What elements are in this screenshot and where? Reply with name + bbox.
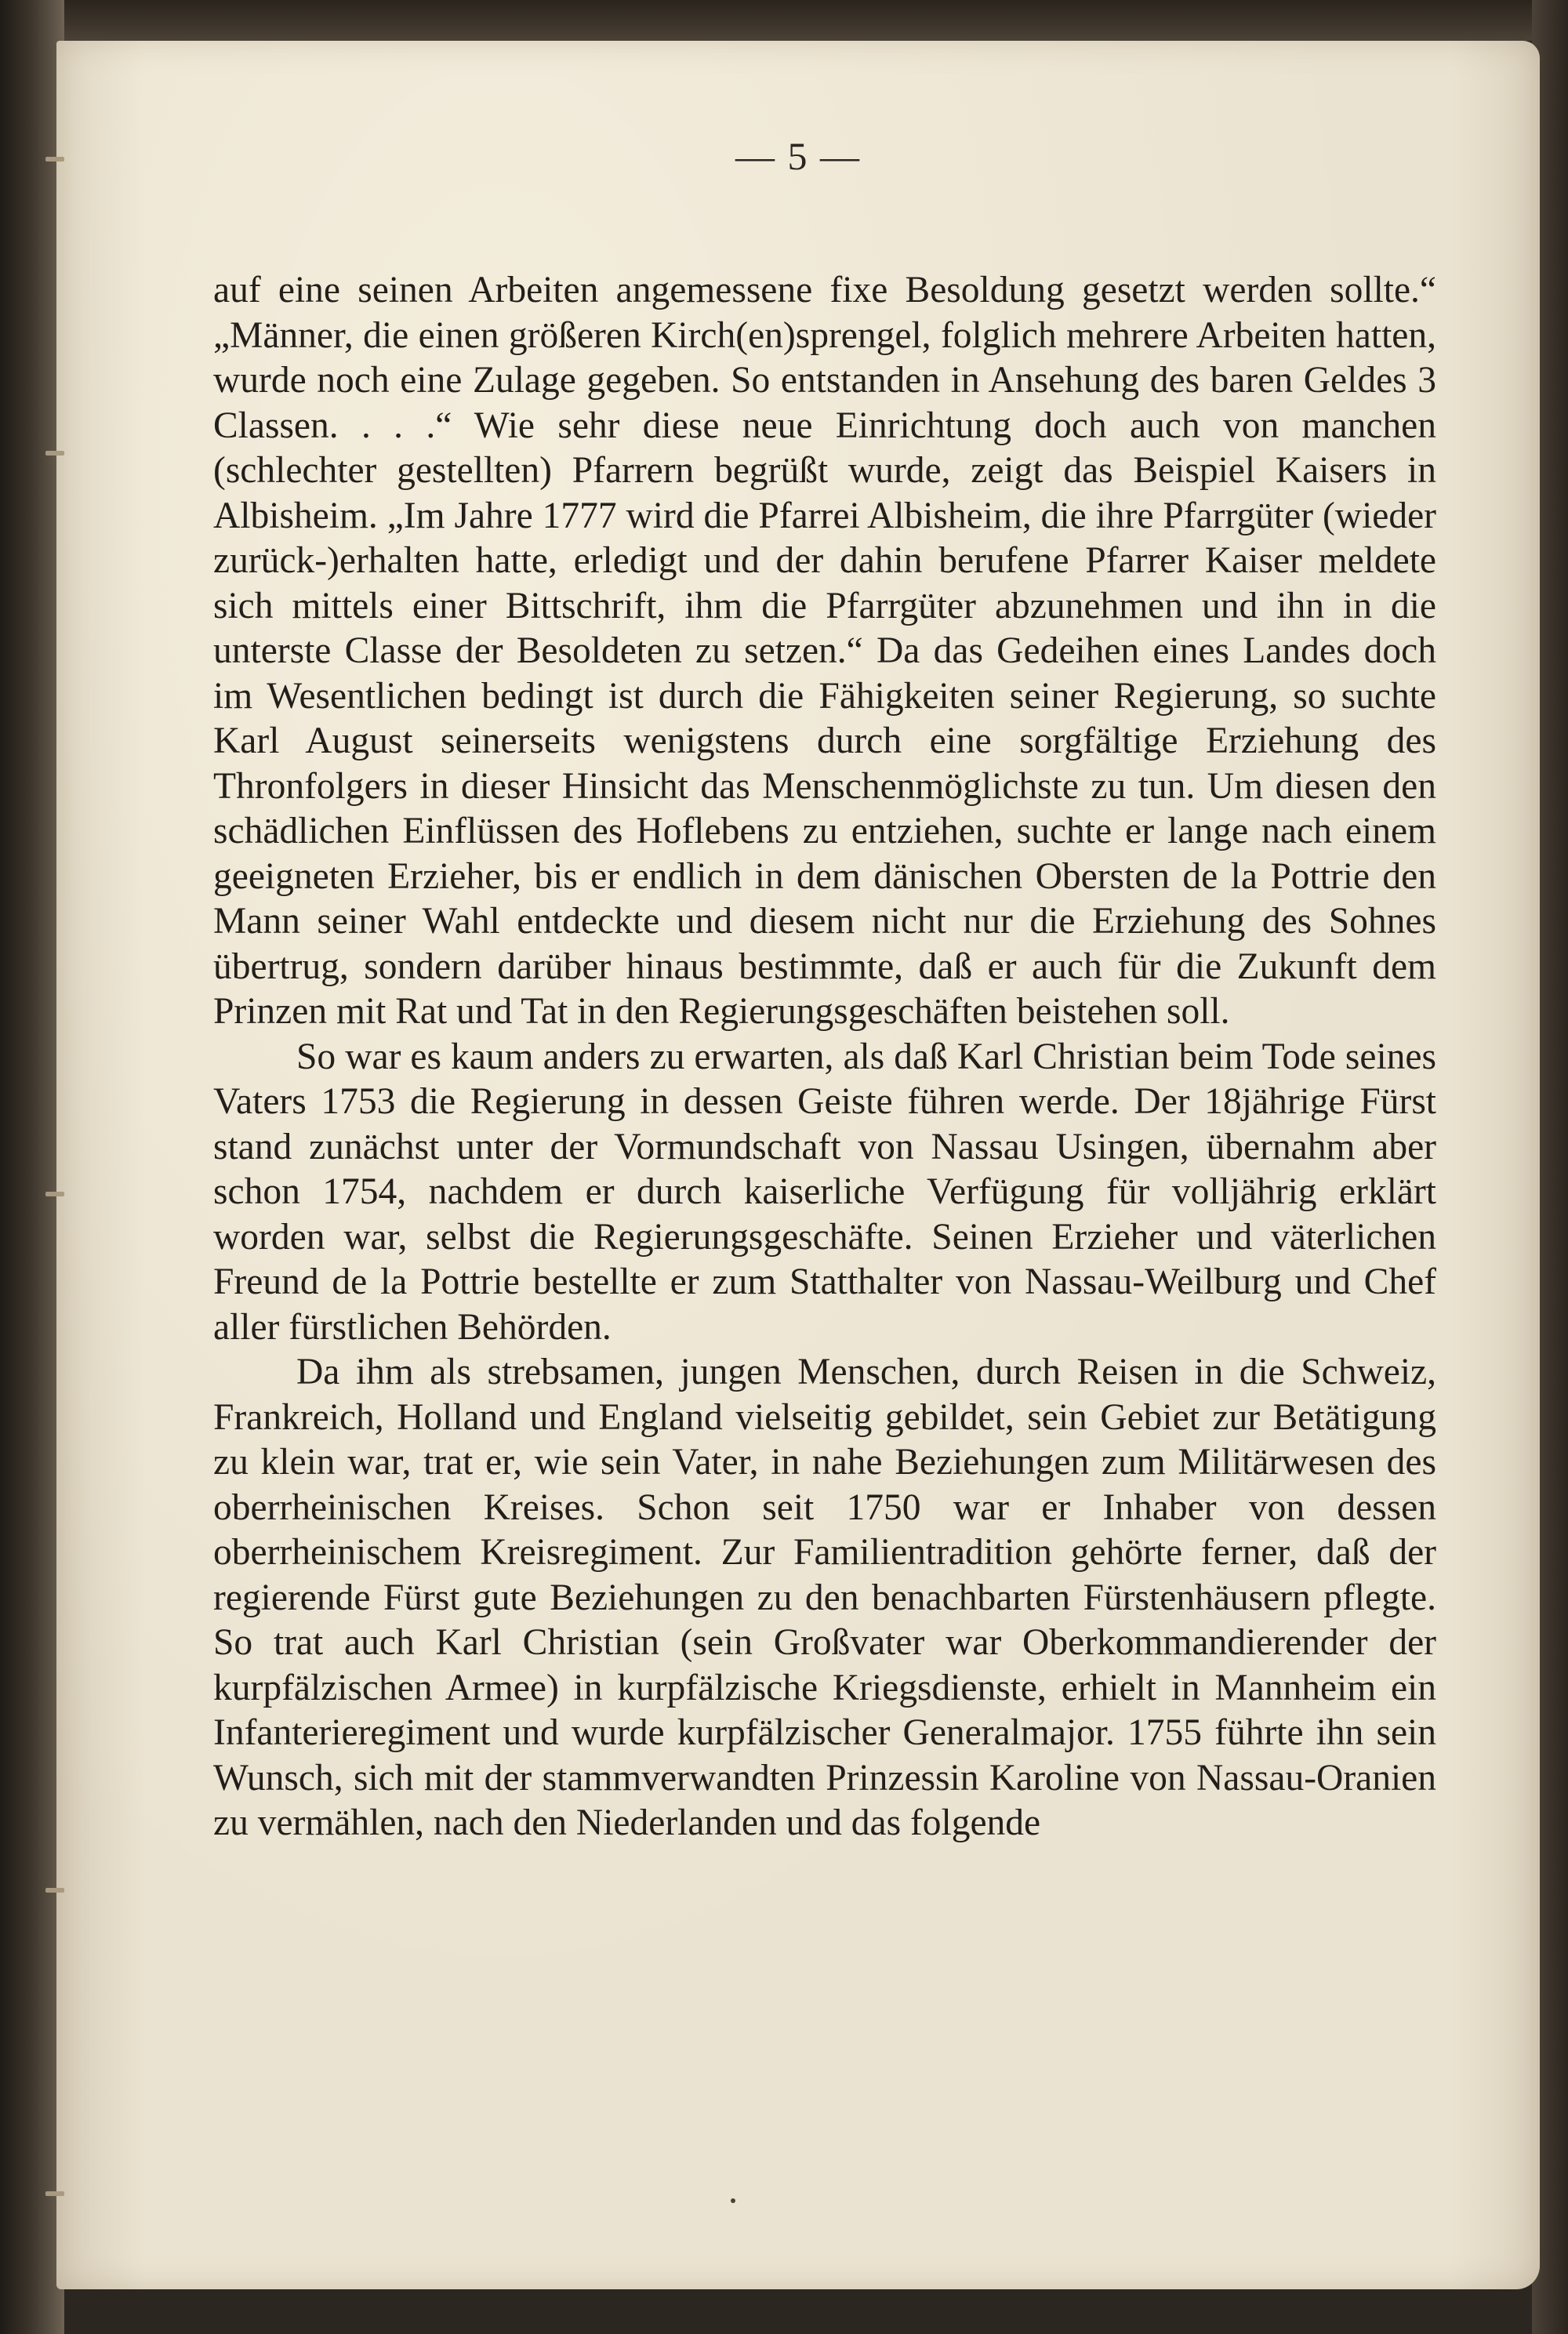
book-top-edge	[0, 0, 1568, 41]
body-text	[213, 268, 1436, 1846]
binding-stitch	[45, 2191, 64, 2196]
binding-stitch	[45, 451, 64, 456]
paragraph-1: auf eine seinen Arbeiten angemessene fixe Besoldung gesetzt werden sollte.“ „Männer, die einen größeren Kirch(en)sprengel, folglich mehrere Arbeiten hatten, wurde noch eine Zulage gegeben. So entstanden in Ansehung des baren Geldes 3 Classen. . . .“ Wie sehr diese neue Einrichtung doch auch von manchen (schlechter gestellten) Pfarrern begrüßt wurde, zeigt das Beispiel Kaisers in Albisheim. „Im Jahre 1777 wird die Pfarrei Albisheim, die ihre Pfarrgüter (wieder zurück-)erhalten hatte, erledigt und der dahin berufene Pfarrer Kaiser meldete sich mittels einer Bittschrift, ihm die Pfarrgüter abzunehmen und ihn in die unterste Classe der Besoldeten zu setzen.“ Da das Gedeihen eines Landes doch im Wesentlichen bedingt ist durch die Fähigkeiten seiner Regierung, so suchte Karl August seinerseits wenigstens durch eine sorgfältige Erziehung des Thronfolgers in dieser Hinsicht das Menschenmöglichste zu tun. Um diesen den schädlichen Einflüssen des Hoflebens zu entziehen, suchte er lange nach einem geeigneten Erzieher, bis er endlich in dem dänischen Obersten de la Pottrie den Mann seiner Wahl entdeckte und diesem nicht nur die Erziehung des Sohnes übertrug, sondern darüber hinaus bestimmte, daß er auch für die Zukunft dem Prinzen mit Rat und Tat in den Regierungsgeschäften beistehen soll.	[213, 270, 1436, 1032]
page-number: — 5 —	[735, 134, 861, 178]
binding-stitch	[45, 1192, 64, 1196]
paragraph-2: So war es kaum anders zu erwarten, als daß Karl Christian beim Tode seines Vaters 1753 die Regierung in dessen Geiste führen werde. Der 18jährige Fürst stand zunächst unter der Vormundschaft von Nassau Usingen, übernahm aber schon 1754, nachdem er durch kaiserliche Verfügung für volljährig erklärt worden war, selbst die Regierungsgeschäfte. Seinen Erzieher und väterlichen Freund de la Pottrie bestellte er zum Statthalter von Nassau-Weilburg und Chef aller fürstlichen Behörden.	[213, 1036, 1436, 1348]
paragraph-3: Da ihm als strebsamen, jungen Menschen, durch Reisen in die Schweiz, Frankreich, Holland und England vielseitig gebildet, sein Gebiet zur Betätigung zu klein war, trat er, wie sein Vater, in nahe Beziehungen zum Militärwesen des oberrheinischen Kreises. Schon seit 1750 war er Inhaber von dessen oberrheinischem Kreisregiment. Zur Familientradition gehörte ferner, daß der regierende Fürst gute Beziehungen zu den benachbarten Fürstenhäusern pflegte. So trat auch Karl Christian (sein Großvater war Oberkommandierender der kurpfälzischen Armee) in kurpfälzische Kriegsdienste, erhielt in Mannheim ein Infanterieregiment und wurde kurpfälzischer Generalmajor. 1755 führte ihn sein Wunsch, sich mit der stammverwandten Prinzessin Karoline von Nassau-Oranien zu vermählen, nach den Niederlanden und das folgende	[213, 1352, 1436, 1843]
book-page	[56, 41, 1540, 2289]
binding-stitch	[45, 1888, 64, 1893]
paper-speck	[731, 2198, 735, 2203]
binding-stitch	[45, 157, 64, 162]
book-binding	[0, 0, 64, 2334]
